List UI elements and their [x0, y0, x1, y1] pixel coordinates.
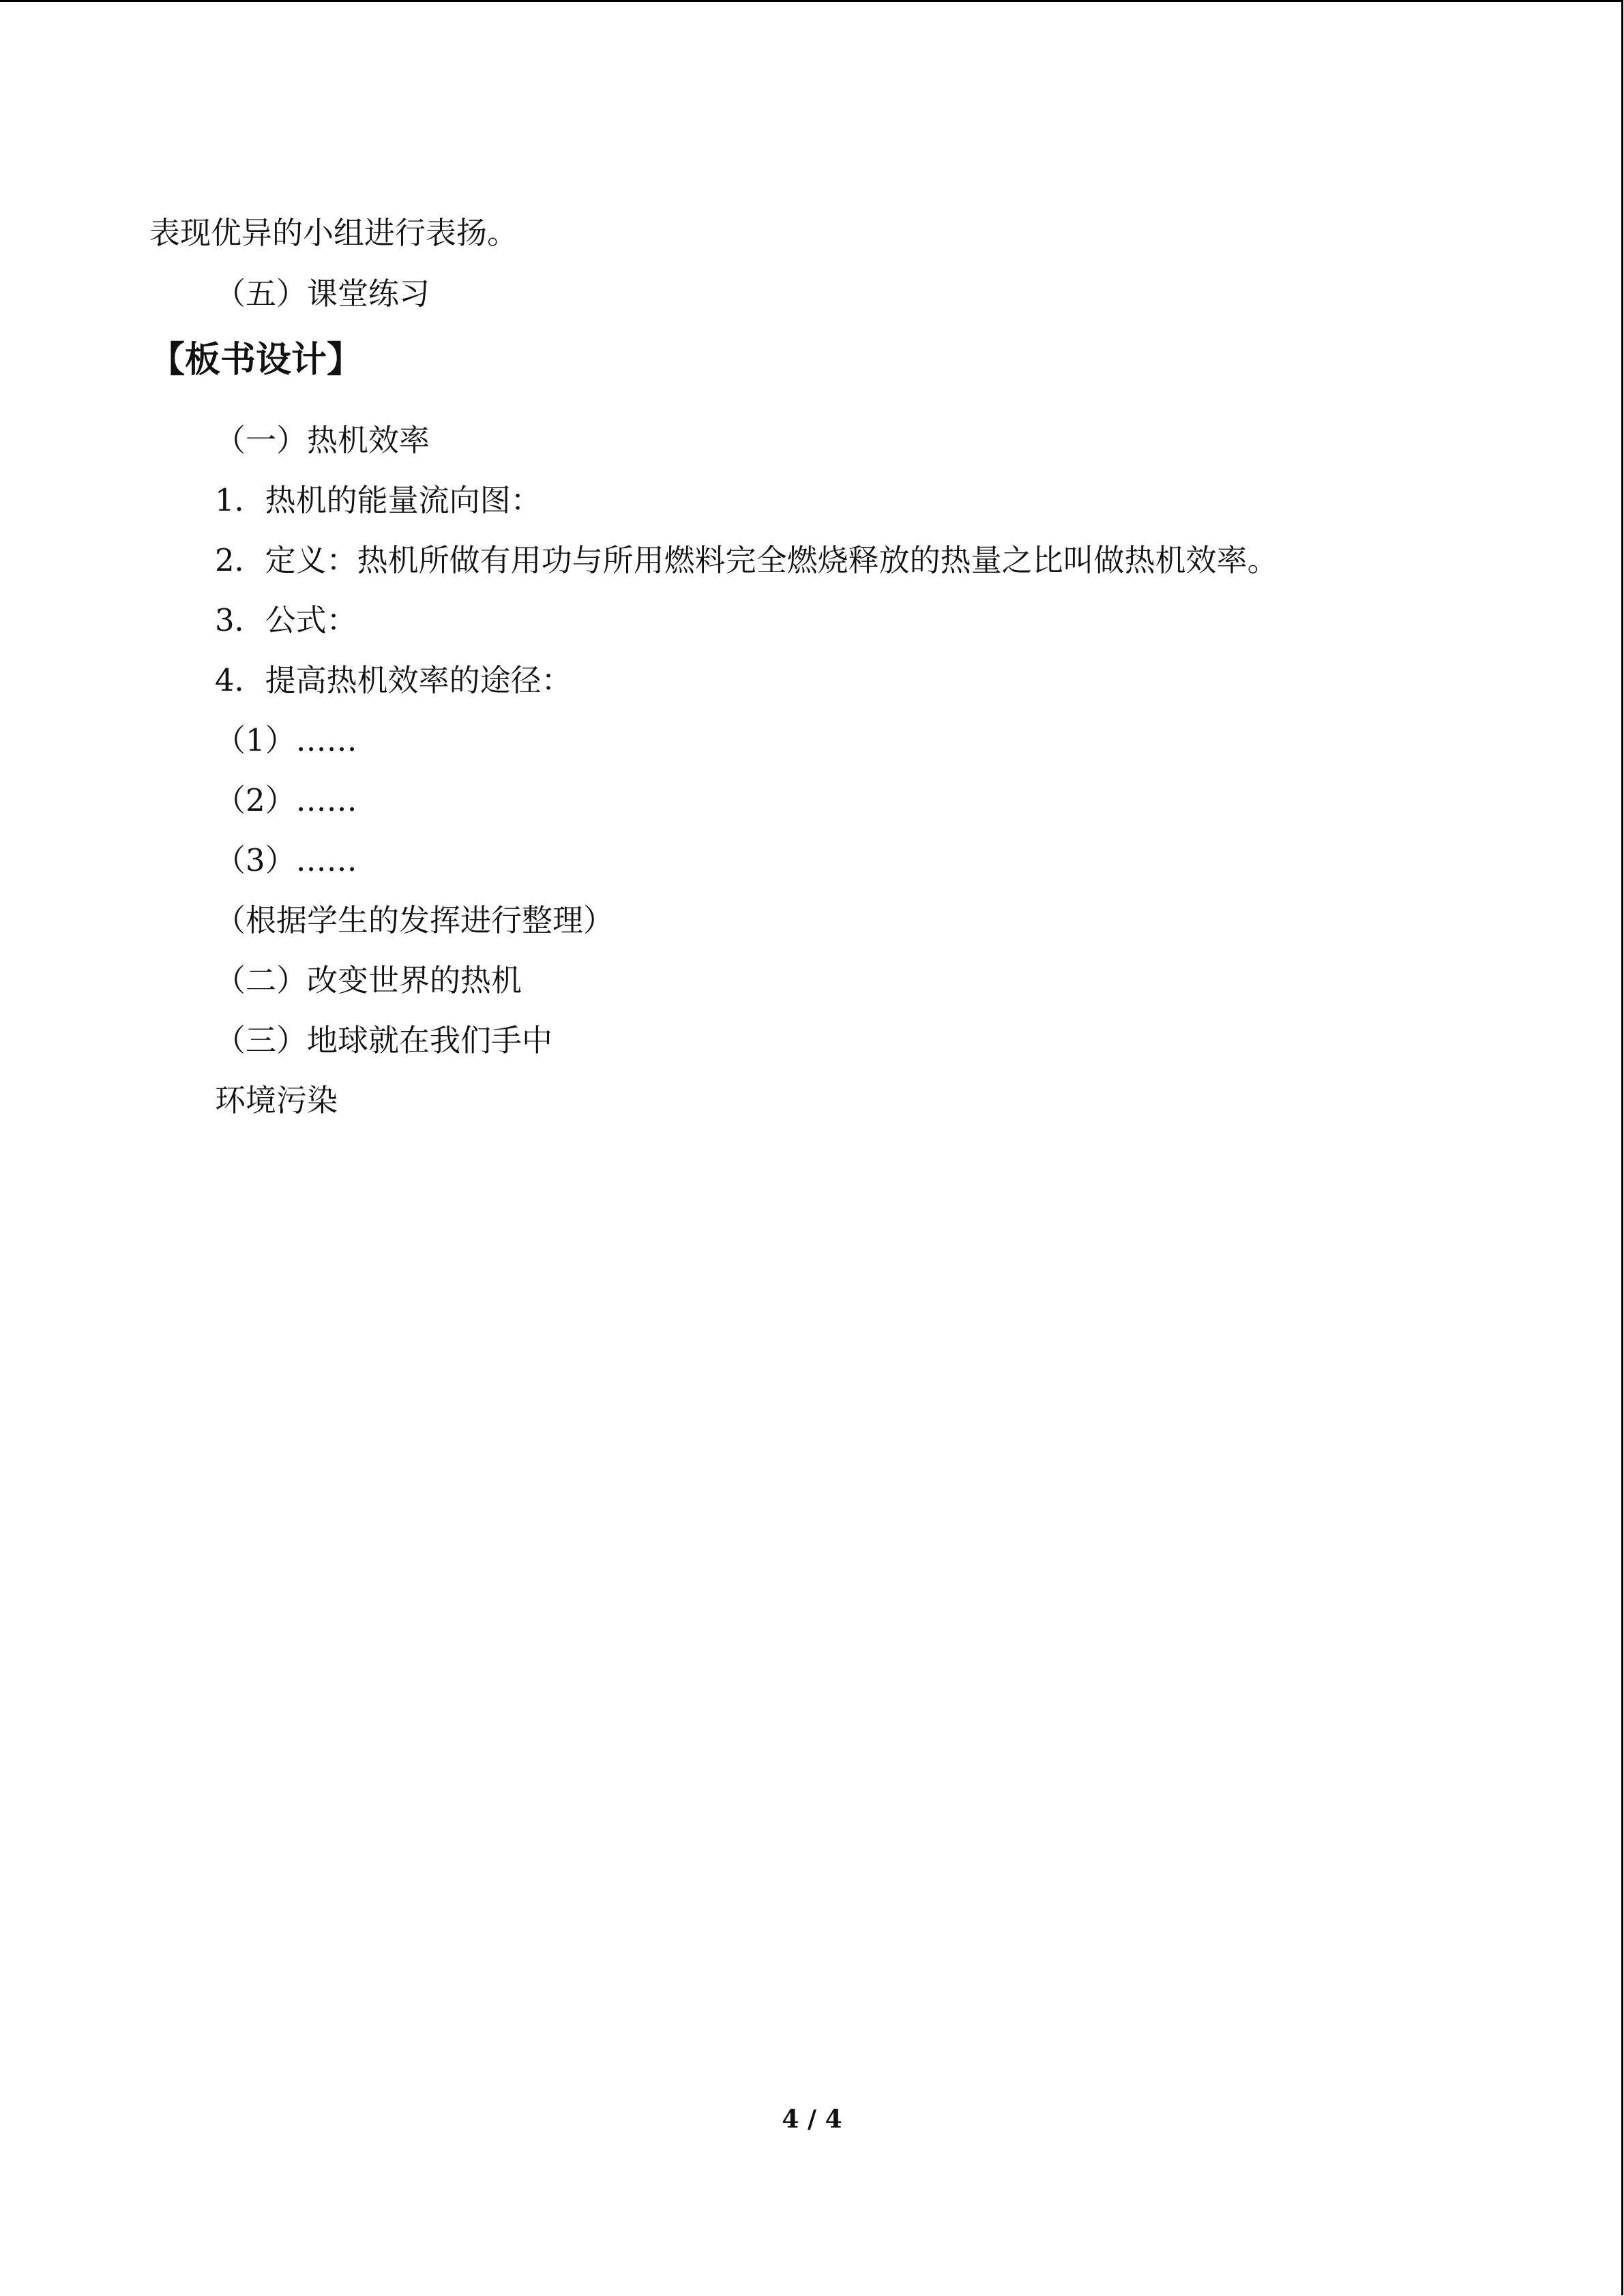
- section-heading-five: （五）课堂练习: [215, 275, 430, 312]
- list-item-4: 4．提高热机效率的途径：: [215, 662, 572, 698]
- subsection-two: （二）改变世界的热机: [215, 962, 522, 998]
- subsection-one: （一）热机效率: [215, 422, 430, 458]
- sub-item-3: （3）……: [215, 842, 357, 878]
- subsection-three: （三）地球就在我们手中: [215, 1022, 553, 1058]
- list-item-1: 1．热机的能量流向图：: [215, 482, 542, 518]
- blackboard-design-heading: 【板书设计】: [149, 339, 363, 381]
- sub-item-1: （1）……: [215, 722, 357, 758]
- list-item-3: 3．公式：: [215, 602, 357, 638]
- environment-pollution-line: 环境污染: [215, 1082, 338, 1118]
- sub-item-2: （2）……: [215, 782, 357, 818]
- page-number: 4 / 4: [782, 2105, 842, 2134]
- paragraph-line: 表现优异的小组进行表扬。: [149, 215, 518, 251]
- list-item-2: 2．定义：热机所做有用功与所用燃料完全燃烧释放的热量之比叫做热机效率。: [215, 542, 1278, 578]
- note-line: （根据学生的发挥进行整理）: [215, 902, 615, 938]
